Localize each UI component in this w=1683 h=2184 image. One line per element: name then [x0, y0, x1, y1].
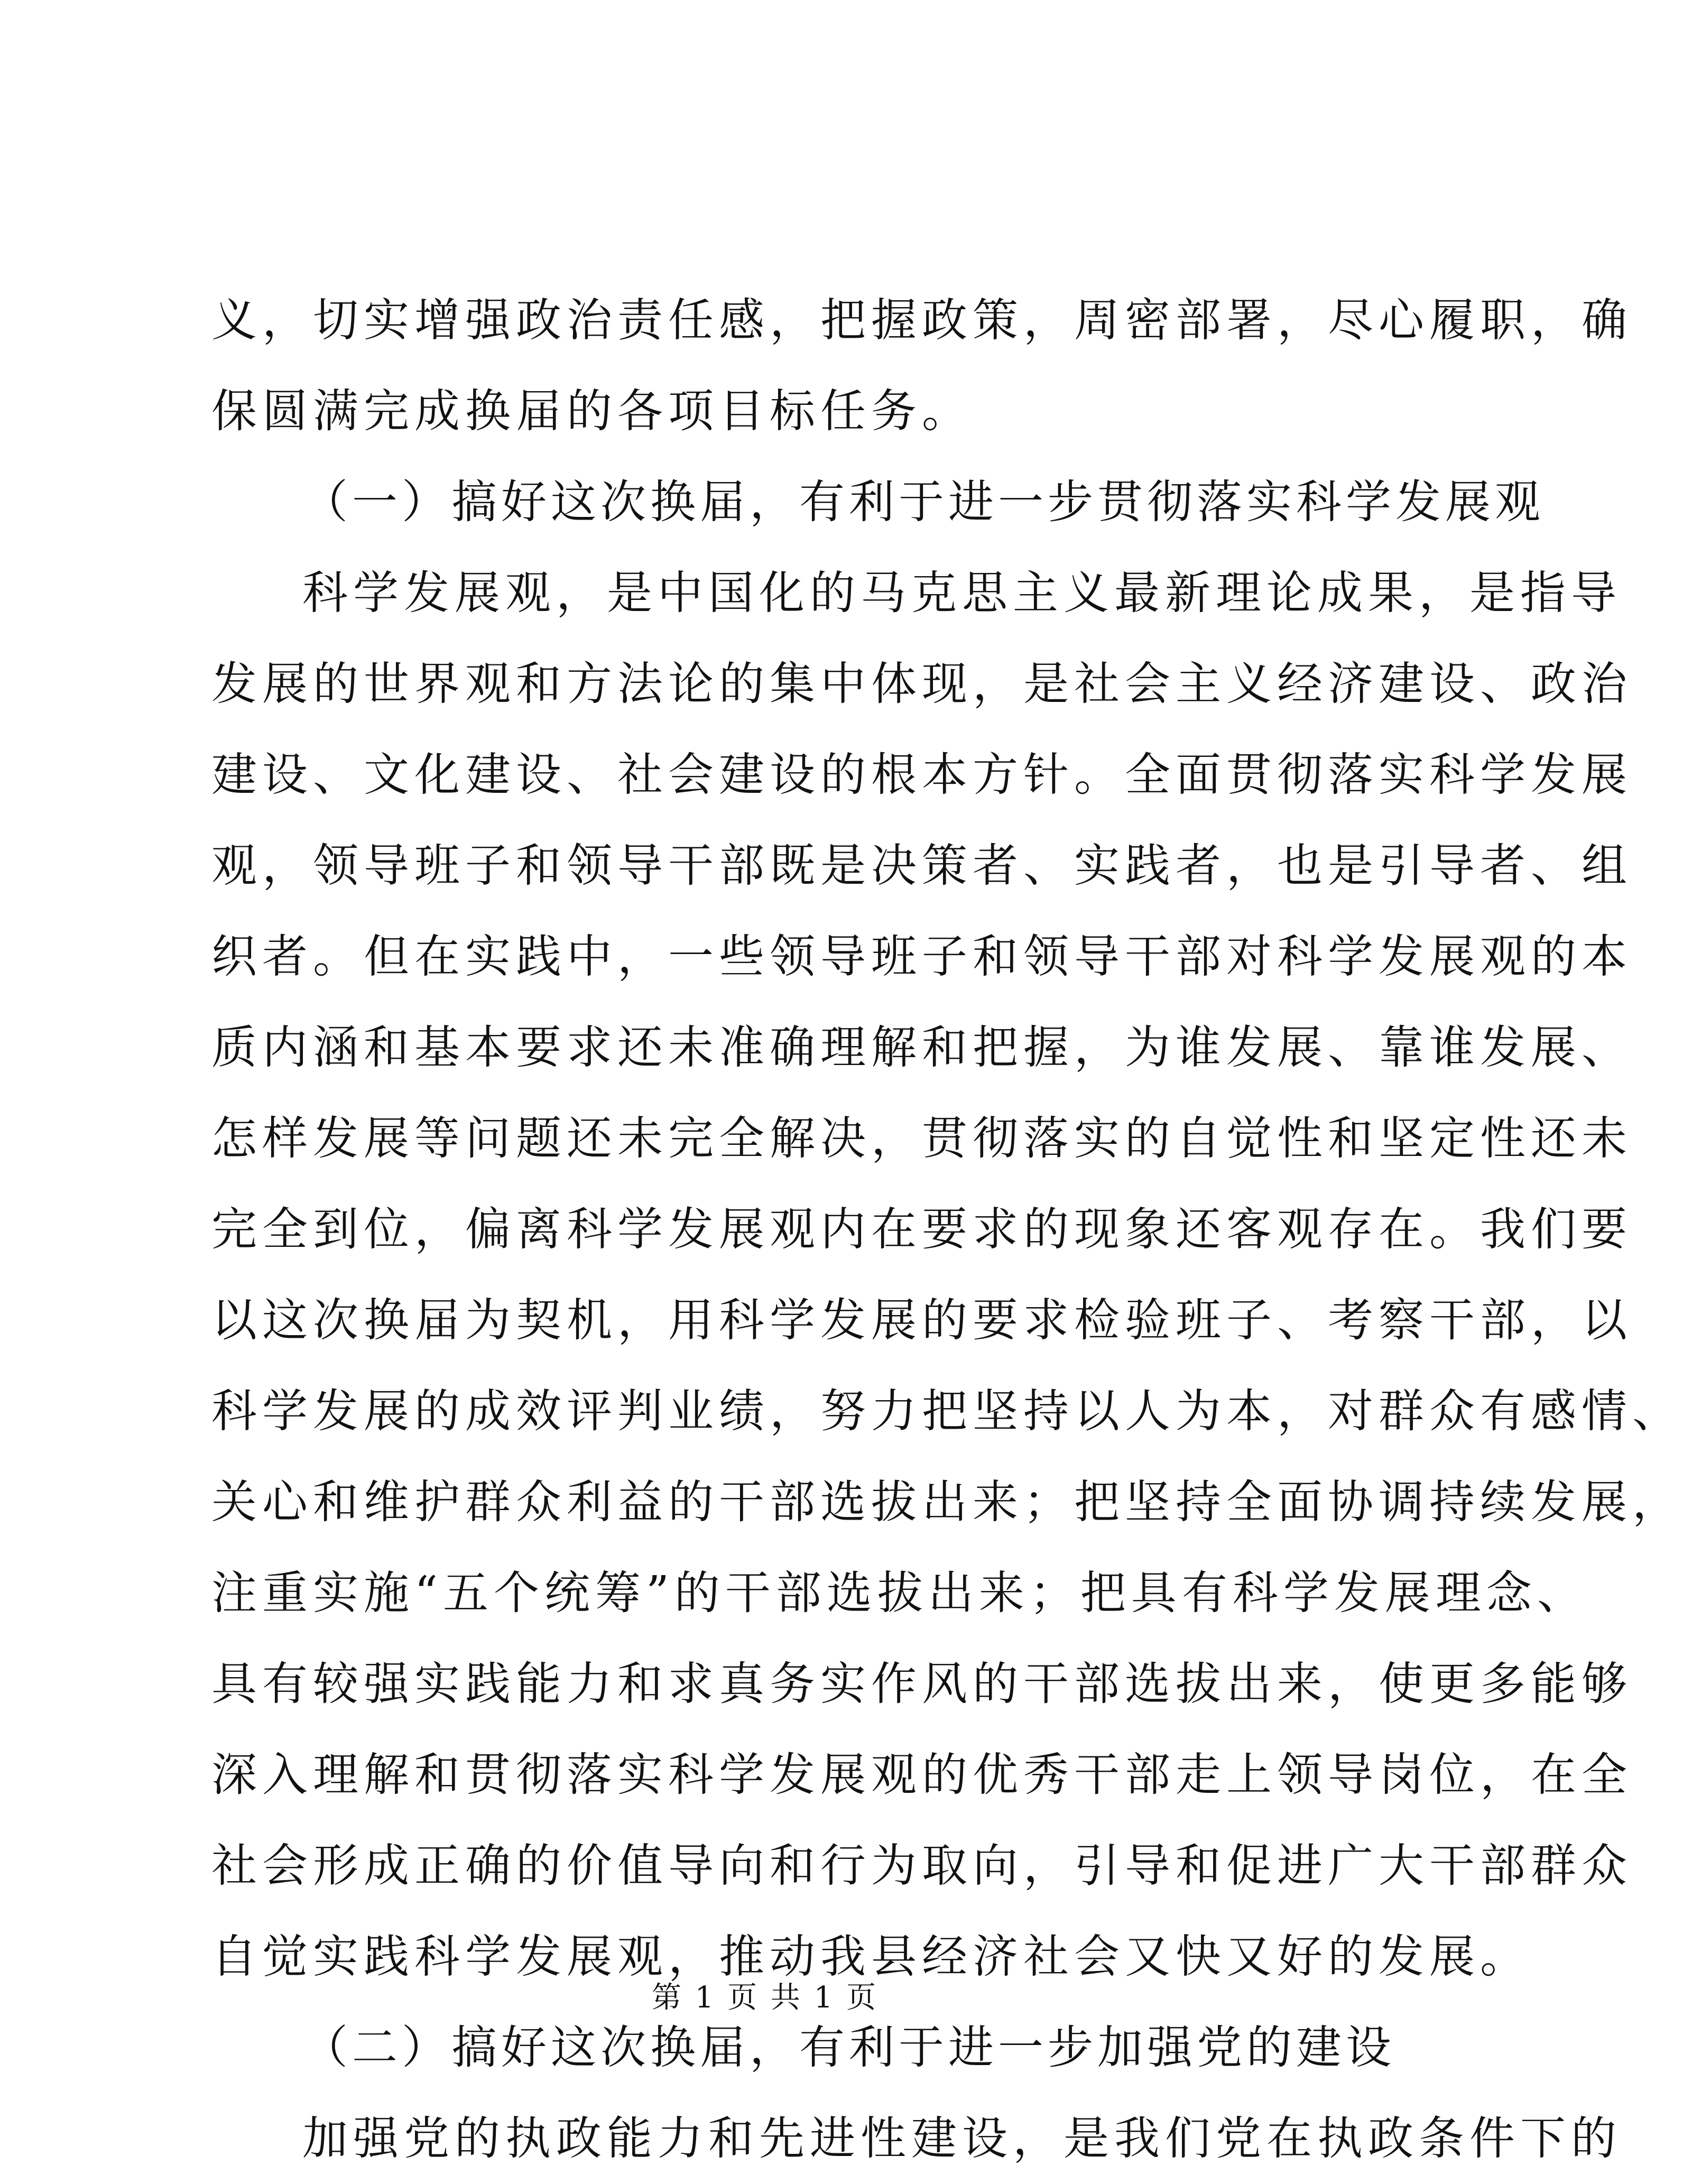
paragraph-line: 质内涵和基本要求还未准确理解和把握，为谁发展、靠谁发展、 [211, 1021, 1632, 1074]
paragraph-line: 注重实施“五个统筹”的干部选拔出来；把具有科学发展理念、 [211, 1567, 1588, 1620]
paragraph-line: 发展的世界观和方法论的集中体现，是社会主义经济建设、政治 [211, 658, 1632, 710]
paragraph-line: 科学发展观，是中国化的马克思主义最新理论成果，是指导 [302, 567, 1622, 619]
paragraph-line: 具有较强实践能力和求真务实作风的干部选拔出来，使更多能够 [211, 1658, 1632, 1710]
paragraph-line: 科学发展的成效评判业绩，努力把坚持以人为本，对群众有感情、 [211, 1385, 1683, 1438]
paragraph-line: 观，领导班子和领导干部既是决策者、实践者，也是引导者、组 [211, 839, 1632, 892]
section-heading-2: （二）搞好这次换届，有利于进一步加强党的建设 [302, 2021, 1395, 2074]
paragraph-line: 织者。但在实践中，一些领导班子和领导干部对科学发展观的本 [211, 930, 1632, 983]
section-heading-1: （一）搞好这次换届，有利于进一步贯彻落实科学发展观 [302, 476, 1545, 529]
paragraph-line: 以这次换届为契机，用科学发展的要求检验班子、考察干部，以 [211, 1294, 1632, 1347]
paragraph-line: 保圆满完成换届的各项目标任务。 [211, 385, 973, 438]
paragraph-line: 自觉实践科学发展观，推动我县经济社会又快又好的发展。 [211, 1930, 1531, 1983]
paragraph-line: 完全到位，偏离科学发展观内在要求的现象还客观存在。我们要 [211, 1203, 1632, 1256]
paragraph-line: 深入理解和贯彻落实科学发展观的优秀干部走上领导岗位，在全 [211, 1748, 1632, 1801]
paragraph-line: 义，切实增强政治责任感，把握政策，周密部署，尽心履职，确 [211, 294, 1632, 347]
paragraph-line: 怎样发展等问题还未完全解决，贯彻落实的自觉性和坚定性还未 [211, 1112, 1632, 1165]
page-footer: 第 1 页 共 1 页 [651, 1981, 879, 2015]
document-body [211, 275, 1683, 2184]
paragraph-line: 社会形成正确的价值导向和行为取向，引导和促进广大干部群众 [211, 1839, 1632, 1892]
paragraph-line: 加强党的执政能力和先进性建设，是我们党在执政条件下的 [302, 2112, 1622, 2165]
paragraph-line: 建设、文化建设、社会建设的根本方针。全面贯彻落实科学发展 [211, 748, 1632, 801]
paragraph-line: 关心和维护群众利益的干部选拔出来；把坚持全面协调持续发展， [211, 1476, 1683, 1529]
